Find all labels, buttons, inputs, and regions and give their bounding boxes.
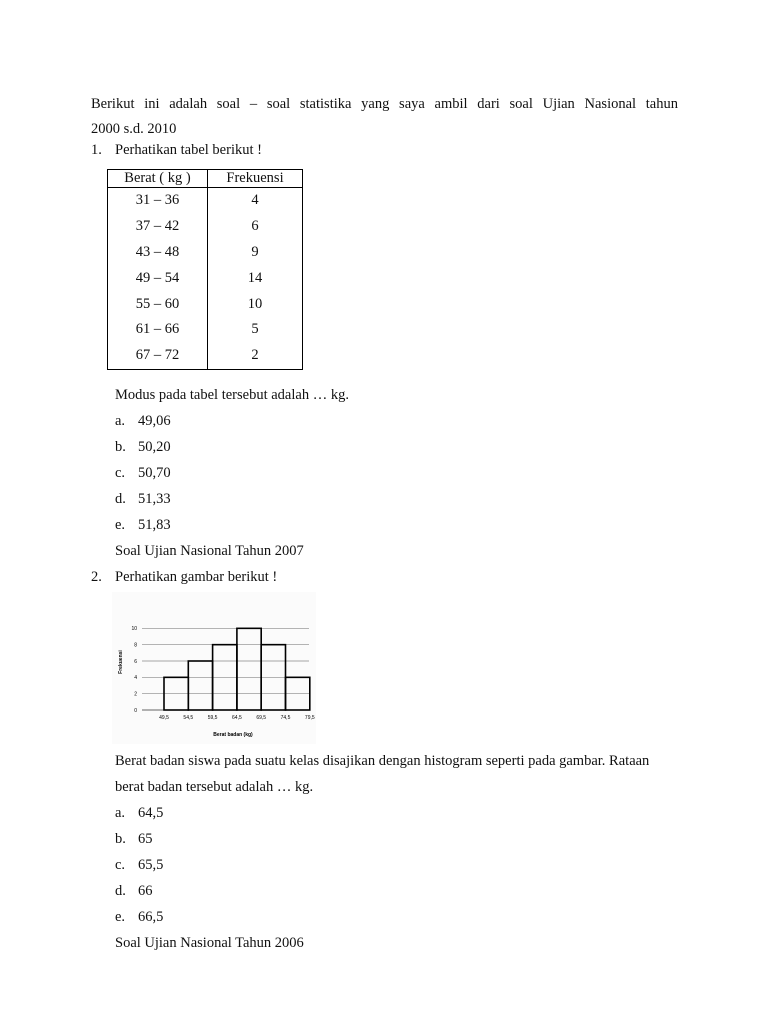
table-cell-frequency: 4	[208, 188, 303, 214]
x-tick-label: 49,5	[159, 715, 169, 721]
table-cell-frequency: 2	[208, 343, 303, 369]
option-text: 50,70	[138, 465, 171, 481]
table-header-weight: Berat ( kg )	[108, 170, 208, 188]
q1-number: 1.	[91, 142, 102, 158]
table-cell-frequency: 9	[208, 240, 303, 266]
option-letter: e.	[115, 909, 126, 925]
option-letter: a.	[115, 413, 126, 429]
q1-prompt: Perhatikan tabel berikut !	[115, 142, 262, 158]
x-tick-label: 69,5	[256, 715, 267, 721]
intro-paragraph	[91, 92, 678, 142]
table-row	[108, 317, 303, 343]
table-cell-weight: 55 – 60	[108, 291, 208, 317]
q2-question-line-2: berat badan tersebut adalah … kg.	[115, 779, 314, 795]
q1-question: Modus pada tabel tersebut adalah … kg.	[115, 387, 349, 403]
option-text: 51,33	[138, 491, 171, 507]
y-tick-label: 8	[134, 642, 137, 649]
q1-source: Soal Ujian Nasional Tahun 2007	[115, 543, 304, 559]
intro-line-2: 2000 s.d. 2010	[91, 121, 177, 137]
x-tick-label: 64,5	[232, 715, 242, 721]
table-row	[108, 291, 303, 317]
x-axis-label: Berat badan (kg)	[213, 732, 253, 738]
table-row	[108, 188, 303, 214]
table-cell-weight: 31 – 36	[108, 188, 208, 214]
option-text: 66,5	[138, 909, 164, 925]
option-text: 50,20	[138, 439, 171, 455]
table-cell-frequency: 6	[208, 214, 303, 240]
option-letter: c.	[115, 465, 126, 481]
table-cell-frequency: 14	[208, 265, 303, 291]
q2-source: Soal Ujian Nasional Tahun 2006	[115, 935, 304, 951]
y-tick-label: 10	[131, 626, 137, 633]
table-header-frequency: Frekuensi	[208, 170, 303, 188]
option-letter: d.	[115, 491, 126, 507]
y-tick-label: 2	[134, 691, 137, 698]
table-cell-weight: 43 – 48	[108, 240, 208, 266]
x-tick-label: 54,5	[183, 715, 194, 721]
q2-number: 2.	[91, 569, 102, 585]
table-cell-weight: 37 – 42	[108, 214, 208, 240]
table-row	[108, 265, 303, 291]
table-row	[108, 214, 303, 240]
y-axis-label: Frekuensi	[118, 650, 124, 674]
table-cell-frequency: 5	[208, 317, 303, 343]
frequency-table	[107, 169, 303, 370]
option-text: 64,5	[138, 805, 164, 821]
table-row	[108, 240, 303, 266]
q2-prompt: Perhatikan gambar berikut !	[115, 569, 278, 585]
option-text: 65,5	[138, 857, 164, 873]
option-letter: b.	[115, 439, 126, 455]
x-tick-label: 59,5	[207, 715, 218, 721]
intro-line-1: Berikut ini adalah soal – soal statistika yang saya ambil dari soal Ujian Nasional tahun	[91, 96, 678, 112]
option-letter: e.	[115, 517, 126, 533]
option-text: 65	[138, 831, 153, 847]
x-tick-label: 74,5	[280, 715, 291, 721]
option-letter: a.	[115, 805, 126, 821]
option-text: 66	[138, 883, 153, 899]
option-letter: d.	[115, 883, 126, 899]
option-letter: b.	[115, 831, 126, 847]
table-row	[108, 343, 303, 369]
table-cell-frequency: 10	[208, 291, 303, 317]
table-header-row	[108, 170, 303, 188]
histogram-chart	[112, 592, 316, 744]
y-tick-label: 6	[134, 658, 137, 665]
option-letter: c.	[115, 857, 126, 873]
table-cell-weight: 67 – 72	[108, 343, 208, 369]
option-text: 51,83	[138, 517, 171, 533]
table-cell-weight: 49 – 54	[108, 265, 208, 291]
q2-question-line-1: Berat badan siswa pada suatu kelas disajikan dengan histogram seperti pada gambar. Rataan	[115, 753, 650, 769]
option-text: 49,06	[138, 413, 171, 429]
table-cell-weight: 61 – 66	[108, 317, 208, 343]
y-tick-label: 4	[134, 675, 137, 682]
x-tick-label: 79,5	[304, 715, 315, 721]
y-tick-label: 0	[134, 707, 137, 714]
